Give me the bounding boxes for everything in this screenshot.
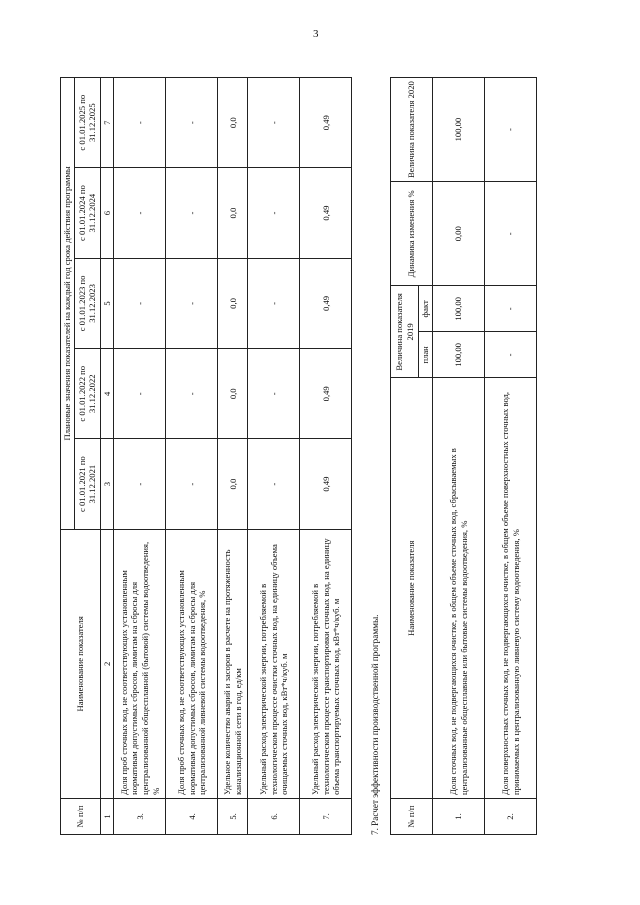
row-value-2020: 100,00 — [433, 78, 485, 182]
row-value: 0,49 — [300, 349, 352, 439]
row-value-2020: - — [485, 78, 537, 182]
row-name: Доля сточных вод, не подвергающихся очистке, в общем объеме сточных вод, сбрасываемых в централизованные общесплавные или бытовые системы водоотведения, % — [433, 378, 485, 799]
table-row — [433, 78, 485, 835]
row-value: - — [114, 78, 166, 168]
table-row — [166, 78, 218, 835]
row-value: - — [248, 349, 300, 439]
row-fact: 100,00 — [433, 286, 485, 332]
row-dynamics: 0,00 — [433, 182, 485, 286]
header-name: Наименование показателя — [61, 529, 101, 798]
efficiency-table — [390, 77, 537, 835]
header-period: с 01.01.2022 по 31.12.2022 — [74, 349, 100, 439]
row-value: 0,0 — [218, 168, 248, 258]
row-value: - — [166, 168, 218, 258]
row-num: 6. — [248, 798, 300, 834]
row-value: 0,0 — [218, 258, 248, 348]
page-number: 3 — [313, 28, 319, 40]
row-value: - — [114, 439, 166, 529]
row-name: Доля проб сточных вод, не соответствующих установленным нормативам допустимых сбросов, лимитам на сбросы для централизованной общесплавной (бытовой) системы водоотведения, % — [114, 529, 166, 798]
column-number-row — [100, 78, 114, 835]
row-value: 0,49 — [300, 78, 352, 168]
row-value: - — [166, 78, 218, 168]
header-period: с 01.01.2021 по 31.12.2021 — [74, 439, 100, 529]
row-value: - — [166, 439, 218, 529]
row-value: - — [248, 78, 300, 168]
header-num: № п/п — [391, 798, 433, 834]
row-fact: - — [485, 286, 537, 332]
col-number: 6 — [100, 168, 114, 258]
section-title: 7. Расчет эффективности производственной программы. — [370, 614, 380, 835]
row-num: 3. — [114, 798, 166, 834]
row-value: 0,0 — [218, 349, 248, 439]
row-num: 2. — [485, 798, 537, 834]
row-value: - — [248, 439, 300, 529]
row-plan: 100,00 — [433, 332, 485, 378]
row-value: 0,49 — [300, 258, 352, 348]
row-value: 0,49 — [300, 439, 352, 529]
row-num: 1. — [433, 798, 485, 834]
row-value: - — [248, 258, 300, 348]
table-row — [114, 78, 166, 835]
header-num: № п/п — [61, 798, 101, 834]
col-number: 3 — [100, 439, 114, 529]
header-plan: план — [419, 332, 433, 378]
row-name: Удельный расход электрической энергии, потребляемой в технологическом процессе транспортировки сточных вод, на единицу объема транспортируемых сточных вод, кВт*ч/куб. м — [300, 529, 352, 798]
row-name: Доля проб сточных вод, не соответствующих установленным нормативам допустимых сбросов, лимитам на сбросы для централизованной ливневой системы водоотведения, % — [166, 529, 218, 798]
row-value: - — [114, 258, 166, 348]
row-value: - — [166, 349, 218, 439]
row-value: - — [248, 168, 300, 258]
row-value: - — [166, 258, 218, 348]
row-num: 4. — [166, 798, 218, 834]
row-name: Доля поверхностных сточных вод, не подвергающихся очистке, в общем объеме поверхностных сточных вод, принимаемых в централизованную ливневую систему водоотведения, % — [485, 378, 537, 799]
table-row — [248, 78, 300, 835]
header-value-2019: Величина показателя 2019 — [391, 286, 419, 378]
table-row — [485, 78, 537, 835]
header-dynamics: Динамика изменения % — [391, 182, 433, 286]
col-number: 5 — [100, 258, 114, 348]
rotated-page-content — [60, 75, 575, 835]
col-number: 7 — [100, 78, 114, 168]
row-value: 0,49 — [300, 168, 352, 258]
table-row — [300, 78, 352, 835]
header-period: с 01.01.2024 по 31.12.2024 — [74, 168, 100, 258]
header-value-2020: Величина показателя 2020 — [391, 78, 433, 182]
row-value: 0,0 — [218, 439, 248, 529]
planned-indicators-table — [60, 77, 352, 835]
row-plan: - — [485, 332, 537, 378]
table-row — [218, 78, 248, 835]
col-number: 1 — [100, 798, 114, 834]
col-number: 4 — [100, 349, 114, 439]
row-value: - — [114, 168, 166, 258]
row-dynamics: - — [485, 182, 537, 286]
header-name: Наименование показателя — [391, 378, 433, 799]
row-name: Удельное количество аварий и засоров в расчете на протяженность канализационной сети в год, ед/км — [218, 529, 248, 798]
header-fact: факт — [419, 286, 433, 332]
row-name: Удельный расход электрической энергии, потребляемой в технологическом процессе очистки сточных вод, на единицу объема очищаемых сточных вод, кВт*ч/куб. м — [248, 529, 300, 798]
header-plan-title: Плановые значения показателей на каждый год срока действия программы — [61, 78, 75, 530]
header-period: с 01.01.2025 по 31.12.2025 — [74, 78, 100, 168]
header-period: с 01.01.2023 по 31.12.2023 — [74, 258, 100, 348]
col-number: 2 — [100, 529, 114, 798]
row-num: 5. — [218, 798, 248, 834]
row-value: 0,0 — [218, 78, 248, 168]
row-num: 7. — [300, 798, 352, 834]
row-value: - — [114, 349, 166, 439]
